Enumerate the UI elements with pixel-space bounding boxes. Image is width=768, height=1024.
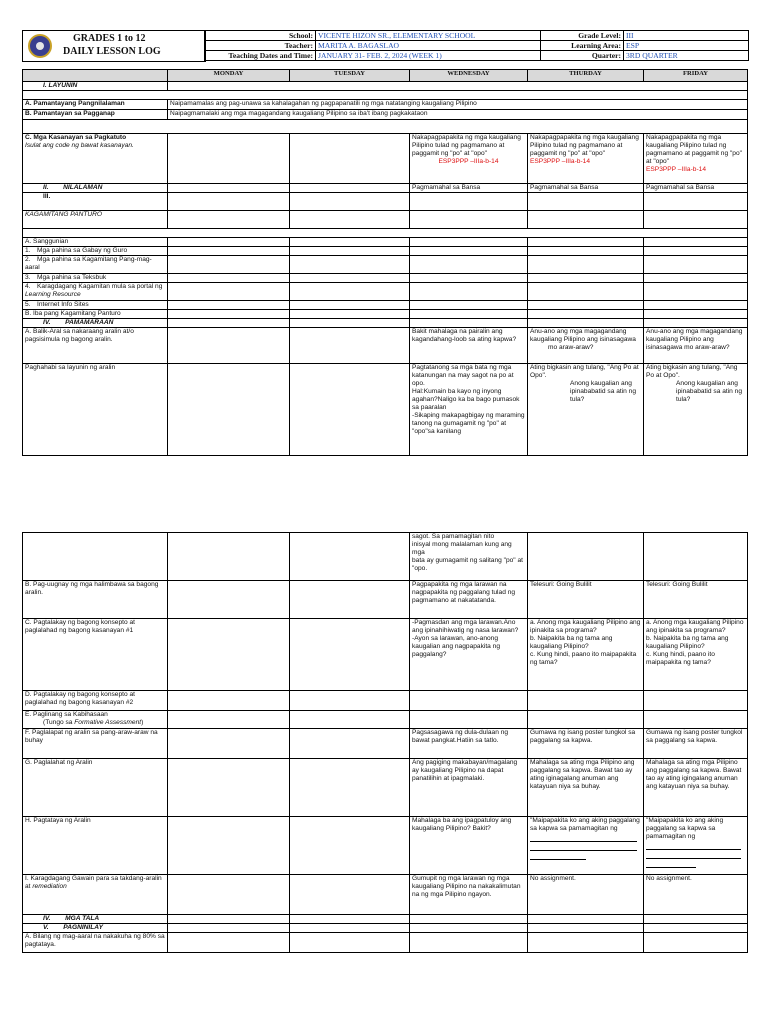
kasanayan-subtitle: Isulat ang code ng bawat kasanayan. (25, 142, 134, 149)
kasanayan-thursday: Nakapagpapakita ng mga kaugaliang Pilipino tulad ng pagmamano at paggamit ng "po" at "opo" ESP3PPP –IIIa-b-14 (528, 134, 644, 184)
grade-level-value: III (624, 31, 749, 41)
school-label: School: (205, 31, 316, 41)
paghahabi-wednesday-continued: sagot. Sa pamamagitan nito inisyal mong malalaman kung ang mga bata ay gumagamit ng salitang "po" at "opo. (410, 533, 528, 581)
day-header-thursday: THURDAY (528, 70, 644, 82)
iba-pang-kagamitan-label: B. Iba pang Kagamitang Panturo (23, 310, 168, 319)
paglalahat-friday: Mahalaga sa ating mga Pilipino ang paggalang sa kapwa. Bawat tao ay ating igingalang anuman ang katayuan niya sa buhay. (644, 759, 748, 817)
teacher-value: MARITA A. BAGASLAO (316, 41, 541, 51)
paghahabi-label: Paghahabi sa layunin ng aralin (23, 364, 168, 456)
teaching-dates-value: JANUARY 31- FEB. 2, 2024 (WEEK 1) (316, 51, 541, 61)
paglalapat-friday: Gumawa ng isang poster tungkol sa paggalang sa kapwa. (644, 729, 748, 759)
balik-aral-label: A. Balik-Aral sa nakaraang aralin at/o pagsisimula ng bagong aralin. (23, 328, 168, 364)
day-header-friday: FRIDAY (644, 70, 748, 82)
paglinang-kabihasaan-label: E. Paglinang sa Kabihasaan (Tungo sa Formative Assessment) (23, 711, 168, 729)
title-line-1: GRADES 1 to 12 (73, 33, 146, 44)
pagtataya-friday: "Maipapakita ko ang aking paggalang sa kapwa sa pamamagitan ng (644, 817, 748, 875)
balik-aral-wednesday: Bakit mahalaga na pairalin ang kagandahang-loob sa ating kapwa? (410, 328, 528, 364)
blank-header-cell (23, 70, 168, 82)
pag-uugnay-thursday: Telesuri: Going Bulilit (528, 581, 644, 619)
balik-aral-thursday: Anu-ano ang mga magagandang kaugaliang Pilipino ang isinasagawa mo araw-araw? (528, 328, 644, 364)
answer-line (646, 841, 741, 850)
day-header-tuesday: TUESDAY (290, 70, 410, 82)
layunin-blank (168, 82, 748, 91)
takdang-aralin-friday: No assignment. (644, 875, 748, 915)
nilalaman-friday: Pagmamahal sa Bansa (644, 184, 748, 193)
grade-level-label: Grade Level: (541, 31, 624, 41)
section-iii: III. (23, 193, 168, 211)
pamantayang-pangnilalaman-label: A. Pamantayang Pangnilalaman (23, 100, 168, 110)
pagtalakay-2-label: D. Pagtalakay ng bagong konsepto at paglalahad ng bagong kasanayan #2 (23, 691, 168, 711)
learning-area-value: ESP (624, 41, 749, 51)
header-info-table (204, 30, 749, 61)
kasanayan-title: C. Mga Kasanayan sa Pagkatuto (25, 134, 127, 141)
paghahabi-friday: Ating bigkasin ang tulang, "Ang Po at Opo". Anong kaugalian ang ipinababatid sa atin ng tula? (644, 364, 748, 456)
nilalaman-wednesday: Pagmamahal sa Bansa (410, 184, 528, 193)
balik-aral-friday: Anu-ano ang mga magagandang kaugaliang Pilipino ang isinasagawa mo araw-araw? (644, 328, 748, 364)
paglalahat-label: G. Paglalahat ng Aralin (23, 759, 168, 817)
school-value: VICENTE HIZON SR., ELEMENTARY SCHOOL (316, 31, 541, 41)
paglalapat-wednesday: Pagsasagawa ng dula-dulaan ng bawat pangkat.Hatiin sa tatlo. (410, 729, 528, 759)
pagtalakay-1-friday: a. Anong mga kaugaliang Pilipino ang ipinakita sa programa? b. Naipakita ba ng tama ang kaugaliang Pilipino? c. Kung hindi, paano ito maipapakita ng tama? (644, 619, 748, 691)
lesson-log-table-page1 (22, 69, 748, 456)
spacer-row (23, 91, 748, 100)
title-line-2: DAILY LESSON LOG (63, 46, 161, 57)
nilalaman-heading: II. NILALAMAN (23, 184, 168, 193)
header-title-box (22, 30, 206, 62)
kasanayan-label (23, 134, 168, 184)
pagtataya-thursday: "Maipapakita ko ang aking paggalang sa kapwa sa pamamagitan ng (528, 817, 644, 875)
teacher-label: Teacher: (205, 41, 316, 51)
bilang-mag-aaral-label: A. Bilang ng mag-aaral na nakakuha ng 80% sa pagtataya. (23, 933, 168, 953)
layunin-heading: I. LAYUNIN (23, 82, 168, 91)
pamantayang-pangnilalaman-text: Naipamamalas ang pag-unawa sa kahalagahan ng pagpapanatili ng mga natatanging kaugaliang Pilipino (168, 100, 748, 110)
learning-area-label: Learning Area: (541, 41, 624, 51)
day-header-monday: MONDAY (168, 70, 290, 82)
pag-uugnay-label: B. Pag-uugnay ng mga halimbawa sa bagong aralin. (23, 581, 168, 619)
kagamitang-panturo-heading: KAGAMITANG PANTURO (23, 211, 168, 229)
spacer-row (23, 120, 748, 134)
pagtataya-wednesday: Mahalaga ba ang ipagpatuloy ang kaugaliang Pilipino? Bakit? (410, 817, 528, 875)
paglalapat-label: F. Paglalapat ng aralin sa pang-araw-araw na buhay (23, 729, 168, 759)
quarter-value: 3RD QUARTER (624, 51, 749, 61)
pag-uugnay-wednesday: Pagpapakita ng mga larawan na nagpapakita ng paggalang tulad ng pagmamano at nakatatanda. (410, 581, 528, 619)
pamamaraan-heading: IV. PAMAMARAAN (23, 319, 168, 328)
internet-sites-item: 5. Internet Info Sites (23, 301, 168, 310)
kasanayan-friday: Nakapagpapakita ng mga kaugaliang Pilipino tulad ng pagmamano at paggamit ng "po" at "opo" ESP3PPP –IIIa-b-14 (644, 134, 748, 184)
answer-line (530, 842, 637, 851)
pagtalakay-1-wednesday: -Pagmasdan ang mga larawan.Ano ang ipinahihiwatig ng nasa larawan? -Ayon sa larawan, ano-anong kaugalian ang nagpapakita ng paggalang? (410, 619, 528, 691)
sanggunian-label: A. Sanggunian (23, 238, 168, 247)
pagtalakay-1-label: C. Pagtalakay ng bagong konsepto at paglalahad ng bagong kasanayan #1 (23, 619, 168, 691)
pamantayan-pagganap-label: B. Pamantayan sa Pagganap (23, 110, 168, 120)
lesson-log-table-page2 (22, 532, 748, 953)
gabay-ng-guro-item: 1. Mga pahina sa Gabay ng Guro (23, 247, 168, 256)
deped-seal-icon (28, 34, 52, 58)
nilalaman-thursday: Pagmamahal sa Bansa (528, 184, 644, 193)
teksbuk-item: 3. Mga pahina sa Teksbuk (23, 274, 168, 283)
kasanayan-tuesday (290, 134, 410, 184)
paglalahat-thursday: Mahalaga sa ating mga Pilipino ang paggalang sa kapwa. Bawat tao ay ating iginagalang anuman ang katayuan niya sa buhay. (528, 759, 644, 817)
kasanayan-wednesday: Nakapagpapakita ng mga kaugaliang Pilipino tulad ng pagmamano at paggamit ng "po" at "opo" ESP3PPP –IIIa-b-14 (410, 134, 528, 184)
mga-tala-heading: IV. MGA TALA (23, 915, 168, 924)
answer-line (646, 850, 741, 859)
pag-uugnay-friday: Telesuri: Going Bulilit (644, 581, 748, 619)
kagamitang-mag-aaral-item: 2. Mga pahina sa Kagamitang Pang-mag-aaral (23, 256, 168, 274)
teaching-dates-label: Teaching Dates and Time: (205, 51, 316, 61)
pamantayan-pagganap-text: Naipagmamalaki ang mga magagandang kaugaliang Pilipino sa iba't ibang pagkakataon (168, 110, 748, 120)
takdang-aralin-wednesday: Gumupit ng mga larawan ng mga kaugaliang Pilipino na nakakalimutan na ng mga Pilipino ngayon. (410, 875, 528, 915)
paghahabi-wednesday: Pagtatanong sa mga bata ng mga katanungan na may sagot na po at opo. Hal:Kumain ba kayo ng inyong agahan?Naligo ka ba bago pumasok sa paaralan -Sikaping makapagbigay ng maraming tanong na gumagamit ng "po" at "opo"sa kanilang (410, 364, 528, 456)
paghahabi-thursday: Ating bigkasin ang tulang, "Ang Po at Opo". Anong kaugalian ang ipinababatid sa atin ng tula? (528, 364, 644, 456)
pagtalakay-1-thursday: a. Anong mga kaugaliang Pilipino ang ipinakita sa programa? b. Naipakita ba ng tama ang kaugaliang Pilipino? c. Kung hindi, paano ito maipapakita ng tama? (528, 619, 644, 691)
day-header-wednesday: WEDNESDAY (410, 70, 528, 82)
quarter-label: Quarter: (541, 51, 624, 61)
kasanayan-monday (168, 134, 290, 184)
pagninilay-heading: V. PAGNINILAY (23, 924, 168, 933)
learning-resource-item: 4. Karagdagang Kagamitan mula sa portal ng Learning Resource (23, 283, 168, 301)
answer-line (530, 833, 637, 842)
answer-line (530, 851, 586, 860)
paglalapat-thursday: Gumawa ng isang poster tungkol sa paggalang sa kapwa. (528, 729, 644, 759)
answer-line (646, 859, 696, 868)
takdang-aralin-thursday: No assignment. (528, 875, 644, 915)
pagtataya-label: H. Pagtataya ng Aralin (23, 817, 168, 875)
takdang-aralin-label: I. Karagdagang Gawain para sa takdang-aralin at remediation (23, 875, 168, 915)
paglalahat-wednesday: Ang pagiging makabayan/magalang ay kaugaliang Pilipino na dapat panatilihin at ipagmalaki. (410, 759, 528, 817)
